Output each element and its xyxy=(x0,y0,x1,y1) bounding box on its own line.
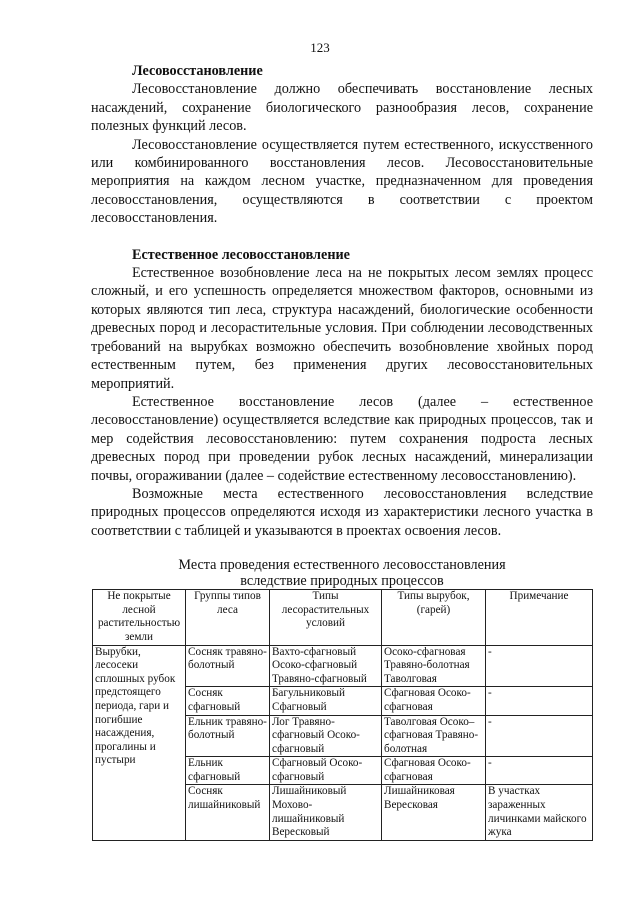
header-cell-clearing-types: Типы вырубок, (гарей) xyxy=(382,590,486,645)
section-heading-natural-reforestation: Естественное лесовосстановление xyxy=(132,246,350,263)
table-title-line-2: вследствие природных процессов xyxy=(240,573,444,590)
table-cell-conditions: Лог Травяно-сфагновый Осоко-сфагновый xyxy=(270,715,382,757)
table-cell-land: Вырубки, лесосеки сплошных рубок предстоящего периода, гари и погибшие насаждения, прогалины и пустыри xyxy=(93,645,186,840)
table-title-line-1: Места проведения естественного лесовосстановления xyxy=(178,557,506,574)
page-number: 123 xyxy=(310,40,330,55)
table-cell-note: - xyxy=(486,715,593,757)
table-cell-conditions: Лишайниковый Мохово-лишайниковый Вересковый xyxy=(270,785,382,840)
paragraph: Естественное возобновление леса на не покрытых лесом землях процесс сложный, и его успешность определяется множеством факторов, основными из которых являются тип леса, структура насаждений, биологические особенности древесных пород и лесорастительные условия. При соблюдении лесоводственных требований на вырубках возможно обеспечить возобновление хвойных пород естественным путем, без применения других лесовосстановительных мероприятий. xyxy=(91,265,593,392)
table-title xyxy=(91,557,593,589)
table-header-row xyxy=(93,590,593,645)
header-cell-forest-group: Группы типов леса xyxy=(186,590,270,645)
table-cell-note: - xyxy=(486,645,593,687)
table-cell-clearings: Сфагновая Осоко-сфагновая xyxy=(382,687,486,715)
paragraph: Лесовосстановление осуществляется путем естественного, искусственного или комбинированного восстановления лесов. Лесовосстановительные мероприятия на каждом лесном участке, предназначенном для проведения лесовосстановления, осуществляются в соответствии с проектом лесовосстановления. xyxy=(91,136,593,227)
table-cell-note: - xyxy=(486,757,593,785)
reforestation-table xyxy=(92,589,593,841)
table-row xyxy=(93,645,593,687)
paragraph: Лесовосстановление должно обеспечивать восстановление лесных насаждений, сохранение биологического разнообразия лесов, сохранение полезных функций лесов. xyxy=(91,81,593,135)
section-heading-reforestation: Лесовосстановление xyxy=(132,63,263,79)
header-cell-growth-conditions: Типы лесорастительных условий xyxy=(270,590,382,645)
table-cell-group: Ельник сфагновый xyxy=(186,757,270,785)
table-cell-group: Сосняк травяно-болотный xyxy=(186,645,270,687)
table-cell-group: Сосняк сфагновый xyxy=(186,687,270,715)
table-cell-conditions: Багульниковый Сфагновый xyxy=(270,687,382,715)
paragraph: Возможные места естественного лесовосстановления вследствие природных процессов определяются исходя из характеристики лесного участка в соответствии с таблицей и указываются в проектах освоения лесов. xyxy=(91,485,593,539)
table-cell-clearings: Лишайниковая Вересковая xyxy=(382,785,486,840)
table-cell-conditions: Вахто-сфагновый Осоко-сфагновый Травяно-сфагновый xyxy=(270,645,382,687)
table-cell-note: В участках зараженных личинками майского жука xyxy=(486,785,593,840)
paragraph: Естественное восстановление лесов (далее – естественное лесовосстановление) осуществляется вследствие как природных процессов, так и мер содействия лесовосстановлению: путем сохранения подроста лесных древесных пород при проведении рубок лесных насаждений, минерализации почвы, огораживании (далее – содействие естественному лесовосстановлению). xyxy=(91,393,593,484)
header-cell-land: Не покрытые лесной растительностью земли xyxy=(93,590,186,645)
header-cell-note: Примечание xyxy=(486,590,593,645)
table-cell-note: - xyxy=(486,687,593,715)
table-cell-group: Сосняк лишайниковый xyxy=(186,785,270,840)
table-cell-group: Ельник травяно-болотный xyxy=(186,715,270,757)
table-cell-clearings: Сфагновая Осоко-сфагновая xyxy=(382,757,486,785)
table-cell-conditions: Сфагновый Осоко-сфагновый xyxy=(270,757,382,785)
document-body xyxy=(91,62,593,841)
table-cell-clearings: Осоко-сфагновая Травяно-болотная Таволговая xyxy=(382,645,486,687)
table-cell-clearings: Таволговая Осоко–сфагновая Травяно-болотная xyxy=(382,715,486,757)
